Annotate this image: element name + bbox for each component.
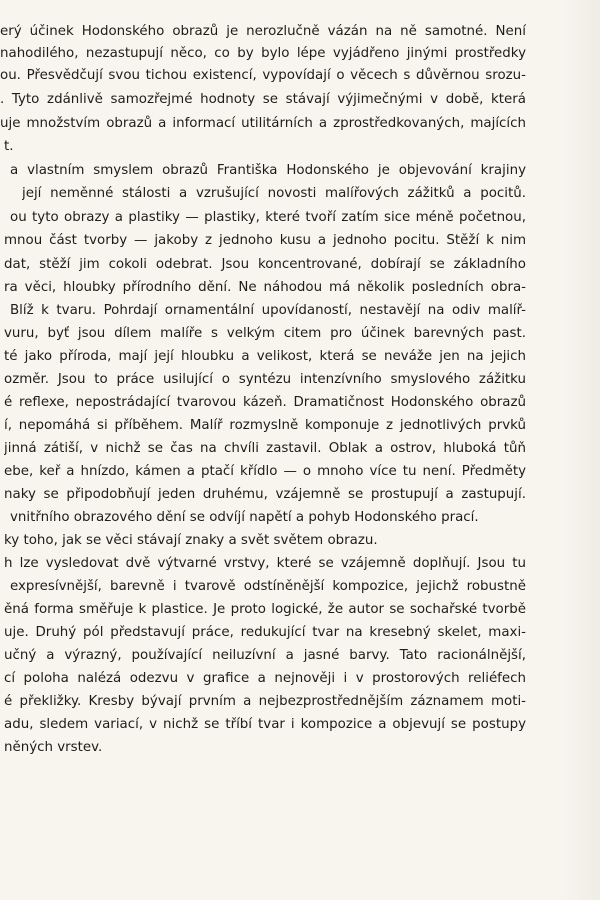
text-line: í, nepomáhá si příběhem. Malíř rozmyslně komponuje z jednotlivých prvků: [4, 418, 526, 433]
text-line: něných vrstev.: [4, 740, 103, 755]
text-line: ozměr. Jsou to práce usilující o syntézu intenzívního smyslového zážitku: [4, 372, 526, 387]
text-line: ou tyto obrazy a plastiky — plastiky, které tvoří zatím sice méně početnou,: [10, 210, 526, 225]
text-line: nahodilého, nezastupují něco, co by bylo lépe vyjádřeno jinými prostředky: [0, 46, 526, 61]
text-line: erý účinek Hodonského obrazů je nerozlučně vázán na ně samotné. Není: [0, 24, 526, 39]
text-line: ky toho, jak se věci stávají znaky a svět světem obrazu.: [4, 533, 378, 548]
text-line: t.: [4, 139, 14, 154]
text-line: ou. Přesvědčují svou tichou existencí, vypovídají o věcech s důvěrnou srozu-: [0, 68, 526, 83]
text-line: ra věci, hloubky přírodního dění. Ne náhodou má několik posledních obra-: [4, 280, 526, 295]
text-line: její neměnné stálosti a vzrušující novosti malířových zážitků a pocitů.: [22, 186, 526, 201]
text-line: dat, stěží jim cokoli odebrat. Jsou koncentrované, dobírají se základního: [4, 257, 526, 272]
text-line: é reflexe, nepostrádající tvarovou kázeň. Dramatičnost Hodonského obrazů: [4, 395, 526, 410]
text-line: jinná zátiší, v nichž se čas na chvíli zastavil. Oblak a ostrov, hluboká tůň: [4, 441, 526, 456]
text-line: adu, sledem variací, v nichž se tříbí tvar i kompozice a objevují se postupy: [4, 717, 526, 732]
text-line: ebe, keř a hnízdo, kámen a ptačí křídlo — o mnoho více tu není. Předměty: [4, 464, 526, 479]
text-line: ěná forma směřuje k plastice. Je proto logické, že autor se sochařské tvorbě: [4, 602, 526, 617]
text-line: té jako příroda, mají její hloubku a velikost, která se neváže jen na jejich: [4, 349, 526, 364]
text-line: é překližky. Kresby bývají prvním a nejbezprostřednějším záznamem moti-: [4, 694, 526, 709]
text-line: uje množstvím obrazů a informací utilitárních a zprostředkovaných, majících: [0, 116, 526, 131]
text-line: mnou část tvorby — jakoby z jednoho kusu a jednoho pocitu. Stěží k nim: [4, 233, 526, 248]
text-line: Blíž k tvaru. Pohrdají ornamentální upovídaností, nestavějí na odiv malíř-: [10, 303, 526, 318]
text-line: učný a výrazný, používající neiluzívní a jasné barvy. Tato racionálnější,: [4, 648, 526, 663]
text-line: . Tyto zdánlivě samozřejmé hodnoty se stávají výjimečnými v době, která: [0, 92, 526, 107]
text-line: uje. Druhý pól představují práce, redukující tvar na kresebný skelet, maxi-: [4, 625, 526, 640]
text-line: h lze vysledovat dvě výtvarné vrstvy, které se vzájemně doplňují. Jsou tu: [4, 556, 526, 571]
text-line: naky se připodobňují jeden druhému, vzájemně se prostupují a zastupují.: [4, 487, 526, 502]
page-edge-shading: [560, 0, 600, 900]
text-line: vnitřního obrazového dění se odvíjí napětí a pohyb Hodonského prací.: [10, 510, 479, 525]
text-line: a vlastním smyslem obrazů Františka Hodonského je objevování krajiny: [10, 163, 526, 178]
text-line: vuru, byť jsou dílem malíře s velkým citem pro účinek barevných past.: [4, 326, 526, 341]
text-line: expresívnější, barevně i tvarově odstíněnější kompozice, jejichž robustně: [10, 579, 526, 594]
text-line: cí poloha nalézá odezvu v grafice a nejnověji i v prostorových reliéfech: [4, 671, 526, 686]
